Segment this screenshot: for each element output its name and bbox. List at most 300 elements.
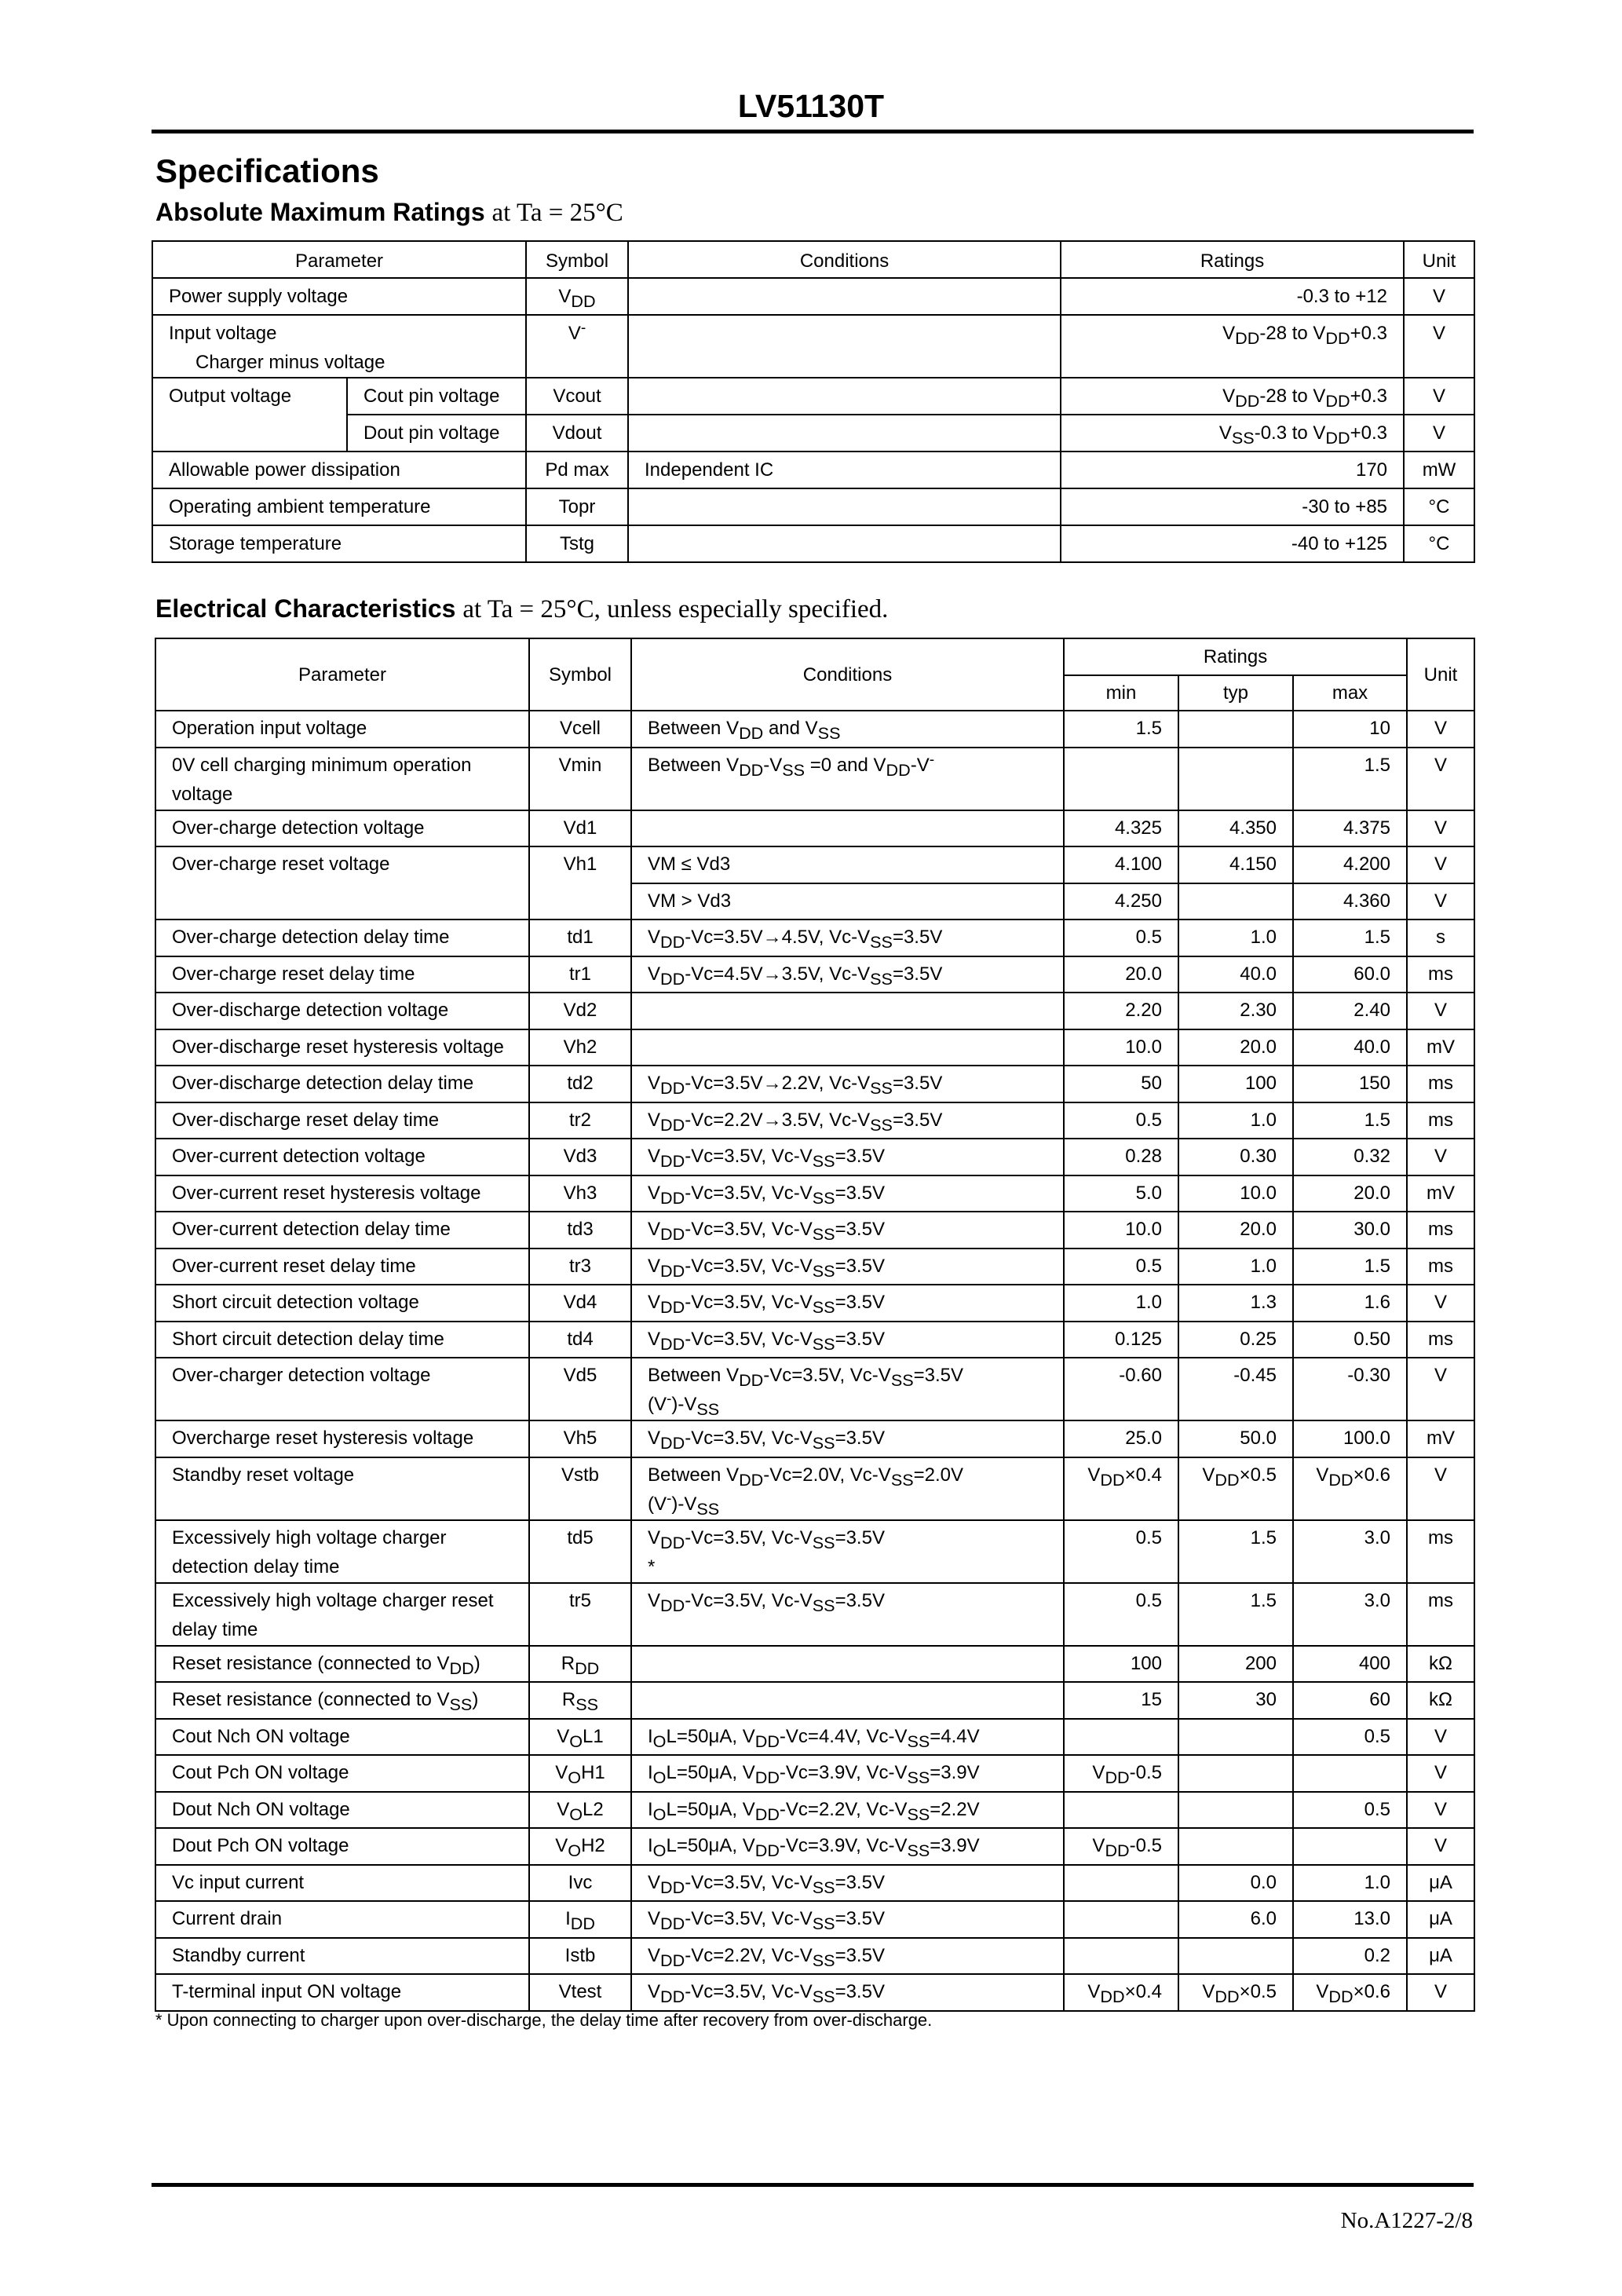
cell-symbol: V-: [526, 315, 628, 378]
table-row: [155, 1066, 1474, 1102]
cell-min: 50: [1064, 1066, 1178, 1102]
cell-conditions: $V_{DD}-Vc=3.5V\to 2.2V$, $Vc-V_{SS}=3.5V$: [631, 1066, 1064, 1102]
cell-parameter: Standby reset voltage: [155, 1457, 529, 1520]
cell-parameter: Allowable power dissipation: [152, 452, 526, 488]
cell-min: 0.125: [1064, 1322, 1178, 1358]
table-row: [155, 919, 1474, 956]
col-header-conditions: Conditions: [631, 638, 1064, 711]
table-row: [152, 488, 1474, 525]
col-header-parameter: Parameter: [155, 638, 529, 711]
cell-min: [1064, 748, 1178, 810]
cell-conditions: VM ≤ Vd3: [631, 846, 1064, 883]
cell-ratings: -30 to +85: [1061, 488, 1404, 525]
cell-symbol: Vh5: [529, 1420, 631, 1457]
cell-max: 1.5: [1293, 1249, 1407, 1285]
cell-parameter: Over-discharge detection voltage: [155, 993, 529, 1029]
table-header-row: [152, 241, 1474, 278]
table-row: [155, 1974, 1474, 2011]
cell-min: 100: [1064, 1646, 1178, 1683]
cell-min: 2.20: [1064, 993, 1178, 1029]
cell-parameter: Current drain: [155, 1901, 529, 1938]
cell-unit: μA: [1407, 1865, 1474, 1902]
cell-unit: ms: [1407, 1212, 1474, 1249]
cell-conditions: $V_{DD}-Vc=3.5V$, $Vc-V_{SS}=3.5V$: [631, 1583, 1064, 1646]
cell-parameter: Over-current detection voltage: [155, 1139, 529, 1175]
cell-unit: mW: [1404, 452, 1474, 488]
cell-parameter: Over-discharge reset hysteresis voltage: [155, 1029, 529, 1066]
table-row: [155, 1719, 1474, 1756]
table-row: [155, 1358, 1474, 1420]
cell-typ: 6.0: [1178, 1901, 1293, 1938]
cell-unit: V: [1407, 1719, 1474, 1756]
cell-min: 10.0: [1064, 1029, 1178, 1066]
cell-max: 13.0: [1293, 1901, 1407, 1938]
cell-parameter: Excessively high voltage charger reset delay time: [155, 1583, 529, 1646]
cell-parameter: Over-current reset delay time: [155, 1249, 529, 1285]
table-header-row: [155, 638, 1474, 675]
cell-max: [1293, 1828, 1407, 1865]
cell-conditions: Between $V_{DD}-Vc=3.5V$, $Vc-V_{SS}=3.5V$ $(V^-)-V_{SS}$: [631, 1358, 1064, 1420]
cell-symbol: Topr: [526, 488, 628, 525]
table-row: [152, 452, 1474, 488]
cell-parameter: T-terminal input ON voltage: [155, 1974, 529, 2011]
cell-symbol: Tstg: [526, 525, 628, 562]
table-row: [155, 1029, 1474, 1066]
cell-unit: V: [1407, 1457, 1474, 1520]
cell-typ: 30: [1178, 1682, 1293, 1719]
cell-parameter: Over-charge reset voltage: [155, 846, 529, 883]
cell-conditions: $I_OL=50\mu A$, $V_{DD}-Vc=2.2V$, $Vc-V_{SS}=2.2V$: [631, 1792, 1064, 1829]
cell-conditions: $V_{DD}-Vc=3.5V$, $Vc-V_{SS}=3.5V$: [631, 1974, 1064, 2011]
cell-parameter: Reset resistance (connected to $V_{DD}$): [155, 1646, 529, 1683]
cell-max: 100.0: [1293, 1420, 1407, 1457]
cell-unit: ms: [1407, 1249, 1474, 1285]
col-header-max: max: [1293, 675, 1407, 711]
cell-typ: [1178, 1938, 1293, 1975]
cell-symbol: $V_OL1$: [529, 1719, 631, 1756]
table-row: [155, 1212, 1474, 1249]
cell-min: 1.0: [1064, 1285, 1178, 1322]
elec-char-heading: [155, 594, 888, 624]
cell-symbol: Vcout: [526, 378, 628, 415]
cell-typ: 20.0: [1178, 1212, 1293, 1249]
cell-conditions: VM > Vd3: [631, 883, 1064, 920]
cell-max: 20.0: [1293, 1175, 1407, 1212]
cell-unit: ms: [1407, 1066, 1474, 1102]
cell-symbol: Istb: [529, 1938, 631, 1975]
cell-conditions: $V_{DD}-Vc=3.5V\to 4.5V$, $Vc-V_{SS}=3.5V$: [631, 919, 1064, 956]
cell-parameter: Over-current reset hysteresis voltage: [155, 1175, 529, 1212]
cell-conditions: [631, 1682, 1064, 1719]
abs-max-condition: at Ta = 25°C: [491, 199, 623, 227]
cell-symbol: Vh3: [529, 1175, 631, 1212]
cell-typ: 200: [1178, 1646, 1293, 1683]
cell-unit: μA: [1407, 1901, 1474, 1938]
cell-typ: 2.30: [1178, 993, 1293, 1029]
cell-parameter: Over-charge reset delay time: [155, 956, 529, 993]
cell-max: 60: [1293, 1682, 1407, 1719]
cell-min: 4.325: [1064, 810, 1178, 847]
col-header-typ: typ: [1178, 675, 1293, 711]
table-row: [155, 956, 1474, 993]
col-header-parameter: Parameter: [152, 241, 526, 278]
cell-conditions: Between $V_{DD}-Vc=2.0V$, $Vc-V_{SS}=2.0V$ $(V^-)-V_{SS}$: [631, 1457, 1064, 1520]
col-header-unit: Unit: [1407, 638, 1474, 711]
cell-min: 0.5: [1064, 1102, 1178, 1139]
cell-parameter: Overcharge reset hysteresis voltage: [155, 1420, 529, 1457]
cell-max: 400: [1293, 1646, 1407, 1683]
cell-parameter: Dout Pch ON voltage: [155, 1828, 529, 1865]
cell-min: 0.28: [1064, 1139, 1178, 1175]
cell-unit: V: [1404, 378, 1474, 415]
header-rule: [152, 130, 1474, 133]
cell-conditions: $I_OL=50\mu A$, $V_{DD}-Vc=4.4V$, $Vc-V_{SS}=4.4V$: [631, 1719, 1064, 1756]
cell-typ: [1178, 1755, 1293, 1792]
cell-conditions: [631, 1646, 1064, 1683]
cell-symbol: tr3: [529, 1249, 631, 1285]
cell-min: $V_{DD}\times 0.4$: [1064, 1974, 1178, 2011]
cell-conditions: Independent IC: [628, 452, 1061, 488]
cell-min: 0.5: [1064, 1583, 1178, 1646]
cell-symbol: td1: [529, 919, 631, 956]
cell-parameter: Over-current detection delay time: [155, 1212, 529, 1249]
cell-conditions: $V_{DD}-Vc=4.5V\to 3.5V$, $Vc-V_{SS}=3.5V$: [631, 956, 1064, 993]
cell-conditions: $V_{DD}-Vc=3.5V$, $Vc-V_{SS}=3.5V$: [631, 1420, 1064, 1457]
table-row: [155, 1102, 1474, 1139]
cell-min: 15: [1064, 1682, 1178, 1719]
cell-unit: °C: [1404, 488, 1474, 525]
cell-max: 150: [1293, 1066, 1407, 1102]
cell-parameter: Reset resistance (connected to $V_{SS}$): [155, 1682, 529, 1719]
table-row: [155, 1175, 1474, 1212]
abs-max-heading: [155, 198, 623, 228]
cell-min: [1064, 1938, 1178, 1975]
cell-min: -0.60: [1064, 1358, 1178, 1420]
cell-max: 10: [1293, 711, 1407, 748]
cell-conditions: [628, 278, 1061, 315]
cell-parameter: Over-discharge reset delay time: [155, 1102, 529, 1139]
cell-unit: mV: [1407, 1029, 1474, 1066]
cell-min: 1.5: [1064, 711, 1178, 748]
table-row: [155, 993, 1474, 1029]
cell-min: $V_{DD}\times 0.4$: [1064, 1457, 1178, 1520]
cell-parameter: [155, 883, 529, 920]
cell-typ: 0.30: [1178, 1139, 1293, 1175]
page-number: No.A1227-2/8: [1340, 2208, 1473, 2233]
cell-ratings: $V_{DD}-28$ to $V_{DD}+0.3$: [1061, 378, 1404, 415]
cell-symbol: Vcell: [529, 711, 631, 748]
cell-typ: 1.3: [1178, 1285, 1293, 1322]
cell-max: 40.0: [1293, 1029, 1407, 1066]
cell-unit: s: [1407, 919, 1474, 956]
cell-parameter: Cout Nch ON voltage: [155, 1719, 529, 1756]
cell-max: 3.0: [1293, 1583, 1407, 1646]
cell-unit: V: [1407, 1974, 1474, 2011]
cell-parameter: Standby current: [155, 1938, 529, 1975]
footnote: * Upon connecting to charger upon over-discharge, the delay time after recovery from over-discharge.: [155, 2010, 933, 2030]
table-row: [155, 1755, 1474, 1792]
cell-typ: 1.5: [1178, 1520, 1293, 1583]
cell-typ: 0.25: [1178, 1322, 1293, 1358]
cell-symbol: Vd1: [529, 810, 631, 847]
table-row: [152, 378, 1474, 415]
cell-parameter: Power supply voltage: [152, 278, 526, 315]
elec-char-title: Electrical Characteristics: [155, 594, 456, 623]
cell-max: 4.200: [1293, 846, 1407, 883]
table-row: [155, 1322, 1474, 1358]
table-row: [152, 525, 1474, 562]
col-header-symbol: Symbol: [526, 241, 628, 278]
abs-max-title: Absolute Maximum Ratings: [155, 198, 485, 226]
cell-symbol: $R_{SS}$: [529, 1682, 631, 1719]
cell-min: 10.0: [1064, 1212, 1178, 1249]
cell-symbol: $V_OH2$: [529, 1828, 631, 1865]
table-row: [155, 1646, 1474, 1683]
cell-max: 0.5: [1293, 1719, 1407, 1756]
cell-unit: V: [1407, 846, 1474, 883]
cell-unit: V: [1407, 748, 1474, 810]
cell-conditions: [631, 810, 1064, 847]
cell-parameter: Excessively high voltage charger detection delay time: [155, 1520, 529, 1583]
cell-ratings: -40 to +125: [1061, 525, 1404, 562]
cell-unit: ms: [1407, 1322, 1474, 1358]
cell-max: 30.0: [1293, 1212, 1407, 1249]
table-row: [155, 883, 1474, 920]
table-row: [155, 810, 1474, 847]
cell-typ: 20.0: [1178, 1029, 1293, 1066]
cell-parameter: Dout Nch ON voltage: [155, 1792, 529, 1829]
cell-parameter: Operating ambient temperature: [152, 488, 526, 525]
cell-typ: $V_{DD}\times 0.5$: [1178, 1457, 1293, 1520]
table-row: [155, 1865, 1474, 1902]
cell-unit: V: [1407, 810, 1474, 847]
col-header-symbol: Symbol: [529, 638, 631, 711]
cell-parameter: Over-charge detection delay time: [155, 919, 529, 956]
cell-unit: V: [1404, 315, 1474, 378]
table-row: [155, 1420, 1474, 1457]
cell-conditions: $V_{DD}-Vc=2.2V\to 3.5V$, $Vc-V_{SS}=3.5V$: [631, 1102, 1064, 1139]
elec-char-table: [155, 638, 1475, 2012]
cell-max: 60.0: [1293, 956, 1407, 993]
cell-typ: 100: [1178, 1066, 1293, 1102]
cell-symbol: Vmin: [529, 748, 631, 810]
cell-max: 4.360: [1293, 883, 1407, 920]
cell-symbol: Vh1: [529, 846, 631, 883]
cell-typ: 0.0: [1178, 1865, 1293, 1902]
cell-parameter: Over-charger detection voltage: [155, 1358, 529, 1420]
cell-conditions: $V_{DD}-Vc=3.5V$, $Vc-V_{SS}=3.5V$: [631, 1139, 1064, 1175]
cell-unit: V: [1407, 1792, 1474, 1829]
cell-max: $V_{DD}\times 0.6$: [1293, 1457, 1407, 1520]
cell-symbol: $V_OH1$: [529, 1755, 631, 1792]
cell-parameter: Input voltage Charger minus voltage: [152, 315, 526, 378]
cell-min: 5.0: [1064, 1175, 1178, 1212]
col-header-ratings: Ratings: [1064, 638, 1407, 675]
table-row: [152, 415, 1474, 452]
cell-ratings: 170: [1061, 452, 1404, 488]
cell-conditions: $V_{DD}-Vc=2.2V$, $Vc-V_{SS}=3.5V$: [631, 1938, 1064, 1975]
specifications-heading: Specifications: [155, 152, 379, 189]
cell-unit: V: [1404, 278, 1474, 315]
cell-unit: V: [1407, 1285, 1474, 1322]
cell-min: 4.250: [1064, 883, 1178, 920]
cell-min: 4.100: [1064, 846, 1178, 883]
cell-symbol: Vh2: [529, 1029, 631, 1066]
cell-conditions: [628, 525, 1061, 562]
cell-max: 3.0: [1293, 1520, 1407, 1583]
cell-parameter: Vc input current: [155, 1865, 529, 1902]
cell-unit: V: [1407, 1828, 1474, 1865]
cell-parameter: 0V cell charging minimum operation voltage: [155, 748, 529, 810]
table-row: [155, 1139, 1474, 1175]
cell-max: 0.5: [1293, 1792, 1407, 1829]
table-row: [155, 748, 1474, 810]
cell-typ: 1.0: [1178, 1102, 1293, 1139]
cell-conditions: [628, 415, 1061, 452]
table-row: [155, 1682, 1474, 1719]
cell-conditions: $V_{DD}-Vc=3.5V$, $Vc-V_{SS}=3.5V$: [631, 1175, 1064, 1212]
cell-parameter: Over-charge detection voltage: [155, 810, 529, 847]
cell-unit: mV: [1407, 1175, 1474, 1212]
cell-symbol: Vd3: [529, 1139, 631, 1175]
cell-symbol: Ivc: [529, 1865, 631, 1902]
cell-max: 1.6: [1293, 1285, 1407, 1322]
cell-typ: 40.0: [1178, 956, 1293, 993]
cell-parameter: Cout pin voltage: [347, 378, 526, 415]
cell-parameter: Short circuit detection voltage: [155, 1285, 529, 1322]
cell-typ: 1.0: [1178, 919, 1293, 956]
cell-symbol: Vd5: [529, 1358, 631, 1420]
cell-ratings: $V_{DD}-28$ to $V_{DD}+0.3$: [1061, 315, 1404, 378]
cell-unit: V: [1407, 1139, 1474, 1175]
cell-conditions: [628, 315, 1061, 378]
cell-symbol: $R_{DD}$: [529, 1646, 631, 1683]
table-row: [155, 1520, 1474, 1583]
cell-typ: [1178, 1792, 1293, 1829]
cell-typ: 4.350: [1178, 810, 1293, 847]
cell-symbol: $V_OL2$: [529, 1792, 631, 1829]
cell-typ: [1178, 748, 1293, 810]
table-row: [155, 1285, 1474, 1322]
cell-unit: V: [1407, 883, 1474, 920]
cell-min: [1064, 1719, 1178, 1756]
cell-typ: 1.0: [1178, 1249, 1293, 1285]
cell-unit: °C: [1404, 525, 1474, 562]
table-row: [155, 1828, 1474, 1865]
table-row: [155, 1249, 1474, 1285]
cell-conditions: $I_OL=50\mu A$, $V_{DD}-Vc=3.9V$, $Vc-V_{SS}=3.9V$: [631, 1828, 1064, 1865]
col-header-ratings: Ratings: [1061, 241, 1404, 278]
cell-max: 1.5: [1293, 748, 1407, 810]
cell-min: $V_{DD}-0.5$: [1064, 1755, 1178, 1792]
cell-parameter-group: Output voltage: [152, 378, 347, 452]
cell-min: [1064, 1792, 1178, 1829]
cell-max: 0.50: [1293, 1322, 1407, 1358]
cell-max: 4.375: [1293, 810, 1407, 847]
cell-parameter: Cout Pch ON voltage: [155, 1755, 529, 1792]
col-header-conditions: Conditions: [628, 241, 1061, 278]
table-row: [155, 1583, 1474, 1646]
cell-conditions: $V_{DD}-Vc=3.5V$, $Vc-V_{SS}=3.5V$: [631, 1249, 1064, 1285]
cell-min: [1064, 1901, 1178, 1938]
cell-symbol: td2: [529, 1066, 631, 1102]
elec-char-condition: at Ta = 25°C, unless especially specified.: [462, 595, 889, 623]
cell-symbol: tr1: [529, 956, 631, 993]
cell-unit: μA: [1407, 1938, 1474, 1975]
cell-max: [1293, 1755, 1407, 1792]
cell-max: 1.5: [1293, 919, 1407, 956]
cell-typ: 1.5: [1178, 1583, 1293, 1646]
cell-unit: ms: [1407, 1520, 1474, 1583]
cell-min: 25.0: [1064, 1420, 1178, 1457]
table-row: [155, 1792, 1474, 1829]
document-title: LV51130T: [737, 88, 885, 124]
cell-unit: kΩ: [1407, 1682, 1474, 1719]
cell-max: -0.30: [1293, 1358, 1407, 1420]
cell-typ: 50.0: [1178, 1420, 1293, 1457]
cell-conditions: $V_{DD}-Vc=3.5V$, $Vc-V_{SS}=3.5V$: [631, 1285, 1064, 1322]
cell-symbol: $V_{DD}$: [526, 278, 628, 315]
table-row: [155, 1457, 1474, 1520]
cell-unit: ms: [1407, 1102, 1474, 1139]
cell-typ: 4.150: [1178, 846, 1293, 883]
cell-max: 0.2: [1293, 1938, 1407, 1975]
cell-min: 0.5: [1064, 1520, 1178, 1583]
cell-unit: mV: [1407, 1420, 1474, 1457]
cell-conditions: Between $V_{DD}-V_{SS} =0$ and $V_{DD}-V^-$: [631, 748, 1064, 810]
cell-unit: V: [1407, 993, 1474, 1029]
cell-conditions: [628, 488, 1061, 525]
cell-typ: [1178, 883, 1293, 920]
cell-min: 0.5: [1064, 1249, 1178, 1285]
cell-conditions: $V_{DD}-Vc=3.5V$, $Vc-V_{SS}=3.5V$ *: [631, 1520, 1064, 1583]
cell-typ: [1178, 1719, 1293, 1756]
table-row: [152, 278, 1474, 315]
cell-conditions: $V_{DD}-Vc=3.5V$, $Vc-V_{SS}=3.5V$: [631, 1901, 1064, 1938]
cell-conditions: Between $V_{DD}$ and $V_{SS}$: [631, 711, 1064, 748]
cell-min: [1064, 1865, 1178, 1902]
cell-symbol: Vstb: [529, 1457, 631, 1520]
cell-min: $V_{DD}-0.5$: [1064, 1828, 1178, 1865]
cell-conditions: $V_{DD}-Vc=3.5V$, $Vc-V_{SS}=3.5V$: [631, 1212, 1064, 1249]
cell-typ: $V_{DD}\times 0.5$: [1178, 1974, 1293, 2011]
cell-symbol: tr5: [529, 1583, 631, 1646]
cell-symbol: [529, 883, 631, 920]
cell-symbol: td4: [529, 1322, 631, 1358]
cell-conditions: [628, 378, 1061, 415]
col-header-unit: Unit: [1404, 241, 1474, 278]
cell-unit: ms: [1407, 956, 1474, 993]
cell-symbol: $I_{DD}$: [529, 1901, 631, 1938]
footer-rule: [152, 2183, 1474, 2187]
cell-conditions: $V_{DD}-Vc=3.5V$, $Vc-V_{SS}=3.5V$: [631, 1322, 1064, 1358]
cell-max: 2.40: [1293, 993, 1407, 1029]
cell-parameter: Operation input voltage: [155, 711, 529, 748]
cell-max: 1.5: [1293, 1102, 1407, 1139]
table-row: [152, 315, 1474, 378]
cell-unit: V: [1404, 415, 1474, 452]
cell-parameter: Dout pin voltage: [347, 415, 526, 452]
cell-conditions: $V_{DD}-Vc=3.5V$, $Vc-V_{SS}=3.5V$: [631, 1865, 1064, 1902]
cell-typ: 10.0: [1178, 1175, 1293, 1212]
cell-conditions: [631, 1029, 1064, 1066]
table-row: [155, 846, 1474, 883]
cell-parameter: Storage temperature: [152, 525, 526, 562]
cell-conditions: $I_OL=50\mu A$, $V_{DD}-Vc=3.9V$, $Vc-V_{SS}=3.9V$: [631, 1755, 1064, 1792]
table-row: [155, 1901, 1474, 1938]
elec-char-body: [155, 711, 1474, 2011]
cell-max: $V_{DD}\times 0.6$: [1293, 1974, 1407, 2011]
